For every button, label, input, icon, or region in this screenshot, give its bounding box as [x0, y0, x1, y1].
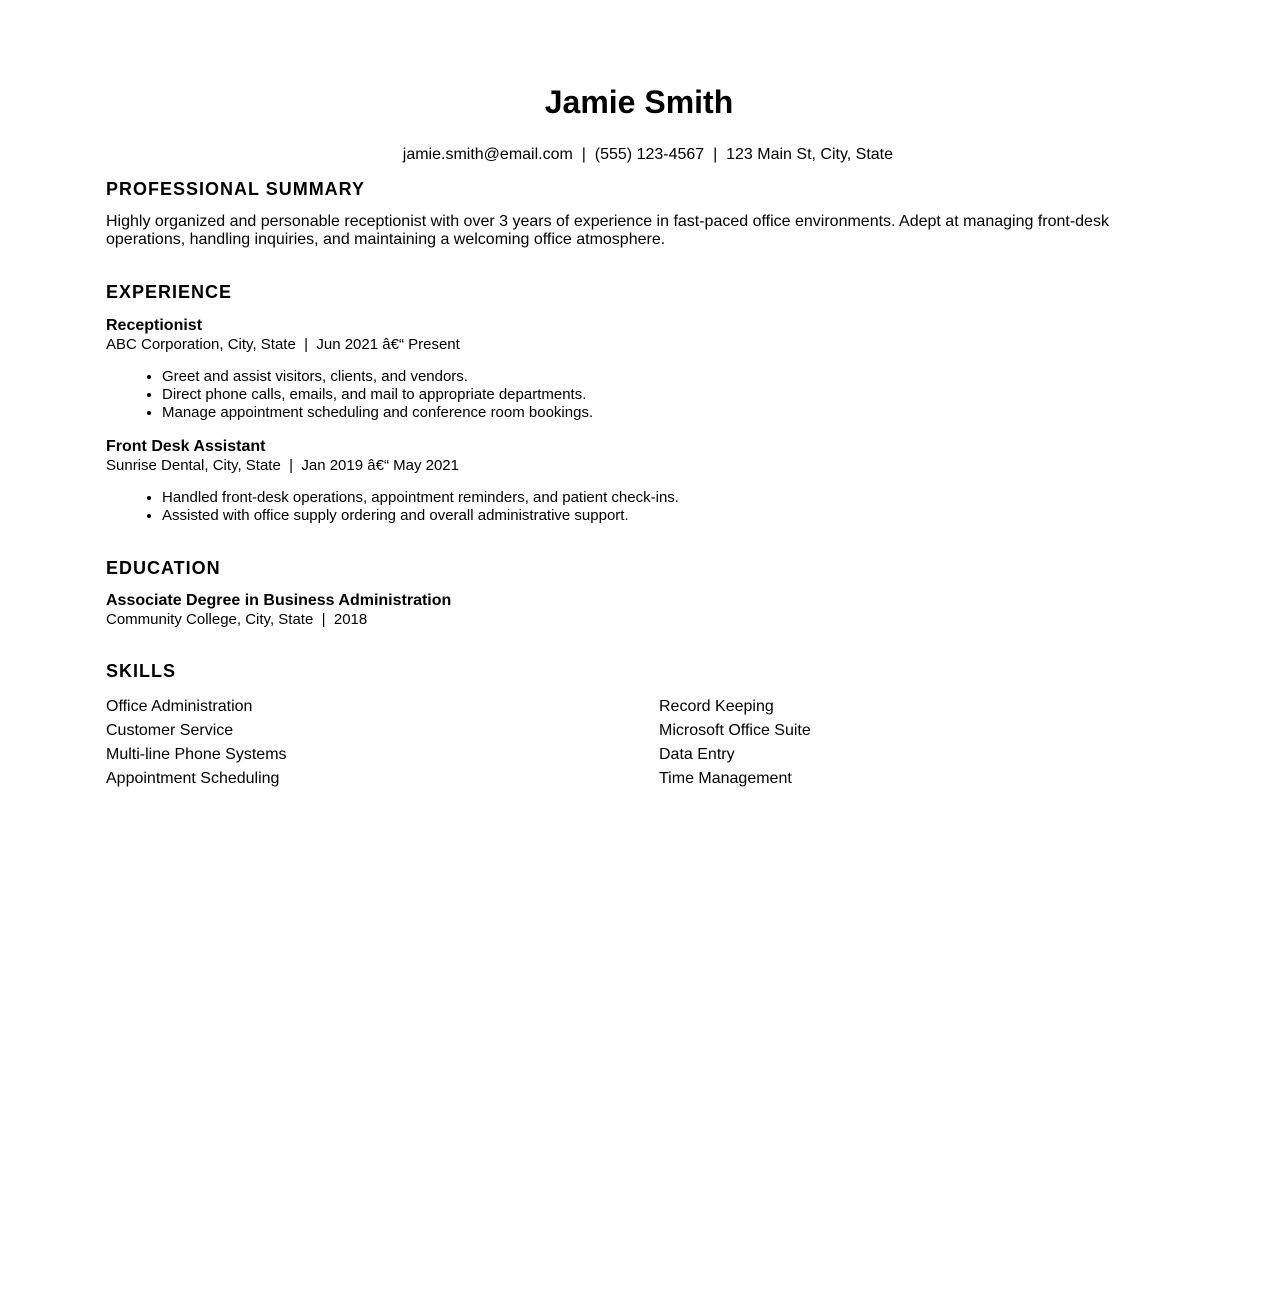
section-heading: EXPERIENCE: [106, 282, 233, 302]
job-meta: ABC Corporation, City, State | Jun 2021 â€“ Present: [106, 336, 460, 353]
list-item: • Greet and assist visitors, clients, and vendors.: [162, 368, 1172, 386]
skills-section: [106, 660, 1172, 791]
job-bullets: [106, 489, 1172, 525]
email: jamie.smith@email.com: [402, 146, 573, 163]
section-heading: PROFESSIONAL SUMMARY: [106, 179, 366, 199]
address: 123 Main St, City, State: [726, 146, 894, 163]
section-heading: SKILLS: [106, 661, 177, 681]
section-heading: EDUCATION: [106, 558, 221, 578]
list-item: • Handled front-desk operations, appointment reminders, and patient check-ins.: [162, 489, 1172, 507]
degree: Associate Degree in Business Administration: [106, 592, 452, 609]
separator: |: [581, 146, 586, 163]
separator: |: [713, 146, 718, 163]
skill: Data Entry: [659, 746, 735, 763]
candidate-name: Jamie Smith: [544, 84, 734, 120]
job-meta: Sunrise Dental, City, State | Jan 2019 â€“ May 2021: [106, 457, 459, 474]
job-title: Front Desk Assistant: [106, 438, 266, 455]
list-item: • Direct phone calls, emails, and mail to appropriate departments.: [162, 386, 1172, 404]
education-meta: Community College, City, State | 2018: [106, 611, 368, 628]
skill: Office Administration: [106, 698, 253, 715]
list-item: • Assisted with office supply ordering and overall administrative support.: [162, 507, 1172, 525]
education-section: [106, 557, 1172, 629]
skills-grid: [106, 695, 1172, 791]
skill: Microsoft Office Suite: [659, 722, 811, 739]
summary-section: [106, 178, 1172, 249]
summary-text: Highly organized and personable receptionist with over 3 years of experience in fast-paced office environments. Adept at managing front-desk operations, handling inquiries, and maintaining a welcoming office atmosphere.: [106, 213, 1109, 248]
job-title: Receptionist: [106, 317, 203, 334]
experience-section: [106, 281, 1172, 525]
skill: Record Keeping: [659, 698, 774, 715]
skill: Customer Service: [106, 722, 234, 739]
job-entry: [106, 316, 1172, 422]
contact-line: [106, 128, 1172, 182]
skill: Time Management: [659, 770, 792, 787]
job-entry: [106, 437, 1172, 525]
list-item: • Manage appointment scheduling and conference room bookings.: [162, 404, 1172, 422]
skill: Multi-line Phone Systems: [106, 746, 287, 763]
job-bullets: [106, 368, 1172, 422]
phone: (555) 123-4567: [594, 146, 705, 163]
skill: Appointment Scheduling: [106, 770, 280, 787]
